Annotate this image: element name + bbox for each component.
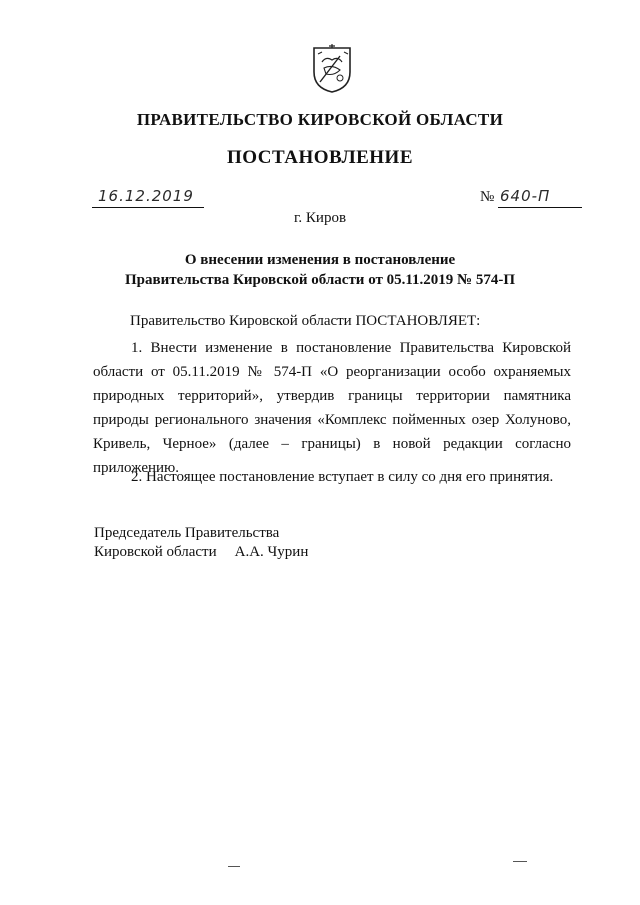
city: г. Киров <box>293 210 347 226</box>
footer-mark-left <box>228 866 240 867</box>
subject-line-1: О внесении изменения в постановление <box>184 252 456 268</box>
document-subject <box>0 250 640 290</box>
item-1: 1. Внести изменение в постановление Правительства Кировской области от 05.11.2019 № 574-П «О реорганизации особо охраняемых природных территорий», утвердив границы территории памятника природы регионального значения «Комплекс пойменных озер Холуново, Кривель, Черное» (далее – границы) в новой редакции согласно приложению. <box>93 340 571 476</box>
signatory-name: А.А. Чурин <box>234 544 309 560</box>
document-type: ПОСТАНОВЛЕНИЕ <box>226 147 414 168</box>
item-2: 2. Настоящее постановление вступает в силу со дня его принятия. <box>131 469 554 485</box>
number-field <box>498 187 582 208</box>
coat-of-arms-icon <box>310 42 354 94</box>
signature-title: Председатель Правительства <box>94 525 280 541</box>
intro-text: Правительство Кировской области ПОСТАНОВЛЯЕТ: <box>130 313 481 329</box>
signature-region: Кировской области <box>94 544 217 560</box>
government-title: ПРАВИТЕЛЬСТВО КИРОВСКОЙ ОБЛАСТИ <box>136 110 504 129</box>
document-number: 640-П <box>500 187 551 205</box>
signature-block <box>94 544 308 561</box>
subject-line-2: Правительства Кировской области от 05.11.2019 № 574-П <box>124 272 516 288</box>
number-label: № <box>480 189 495 205</box>
footer-mark-right <box>513 861 527 862</box>
document-date: 16.12.2019 <box>98 187 194 205</box>
date-field <box>92 187 204 208</box>
